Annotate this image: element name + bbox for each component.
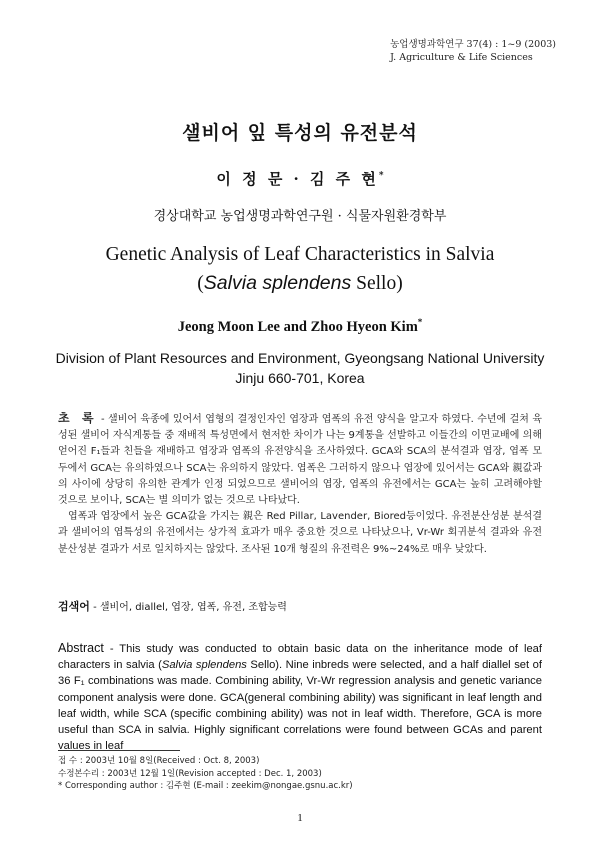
title-species-name: Salvia splendens [203, 272, 352, 294]
corresponding-mark-ko: * [378, 171, 384, 181]
footnotes [58, 755, 542, 793]
footnote-corresponding: * Corresponding author : 김주현 (E-mail : zeekim@nongae.gsnu.ac.kr) [58, 781, 353, 791]
title-english-line1: Genetic Analysis of Leaf Characteristics in Salvia [105, 244, 495, 265]
affiliation-korean: 경상대학교 농업생명과학연구원 · 식물자원환경학부 [153, 209, 447, 224]
abstract-korean-label: 초 록 [58, 411, 98, 425]
footnote-divider [58, 750, 180, 751]
abstract-korean [58, 410, 542, 558]
authors-korean-names: 이 정 문 · 김 주 현 [216, 170, 379, 188]
keywords-text: - 샐비어, diallel, 엽장, 엽폭, 유전, 조합능력 [89, 602, 287, 613]
abstract-english-label: Abstract [58, 641, 104, 655]
title-korean: 샐비어 잎 특성의 유전분석 [182, 122, 418, 144]
affiliation-english-line1: Division of Plant Resources and Environment, Gyeongsang National University [55, 350, 545, 366]
authors-english [0, 317, 600, 336]
footnote-received: 접 수 : 2003년 10월 8일(Received : Oct. 8, 2003) [58, 756, 260, 766]
authors-english-names: Jeong Moon Lee and Zhoo Hyeon Kim [177, 318, 418, 335]
abstract-korean-text-1: - 샐비어 육종에 있어서 엽형의 결정인자인 엽장과 엽폭의 유전 양식을 알고자 하였다. 수년에 걸쳐 육성된 샐비어 자식계통들 중 재배적 특성면에서 현저한 차이가 나는 9계통을 선발하고 이들간의 이면교배에 의해 얻어진 F₁들과 친들을 재배하고 엽장과 엽폭의 유전양식을 조사하였다. GCA와 SCA의 분석결과 엽장, 엽폭 모두에서 GCA는 유의하였으나 SCA는 유의하지 않았다. 엽폭은 그러하지 않으나 엽장에 있어서는 GCA와 親값과의 사이에 상당히 유의한 관계가 인정 되었으므로 샐비어의 엽장, 엽폭의 유전에서는 GCA는 높히 고려해야할 것으로 보이나, SCA는 별 의미가 없는 것으로 나타났다. [58, 414, 542, 507]
abstract-korean-paragraph-1 [58, 410, 542, 509]
abstract-english [58, 640, 542, 754]
journal-citation-ko: 농업생명과학연구 37(4) : 1~9 (2003) [390, 39, 556, 50]
abstract-species-name: Salvia splendens [161, 659, 247, 672]
abstract-english-text-2: Sello). Nine inbreds were selected, and a half diallel set of 36 F₁ combinations was made. Combining ability, Vr-Wr regression analysis and genetic variance component analysis were done. GCA(general combining ability) was significant in leaf length and leaf width, while SCA (specific combining ability) was not in leaf width. Therefore, GCA is more useful than SCA in salvia. Highly significant correlations were found between GCAs and parent values in leaf [58, 659, 542, 753]
title-authority: Sello) [351, 273, 403, 294]
authors-korean [0, 168, 600, 189]
corresponding-mark-en: * [417, 317, 423, 327]
page-number: 1 [297, 812, 303, 824]
journal-citation-en: J. Agriculture & Life Sciences [390, 52, 533, 63]
footnote-revised: 수정본수리 : 2003년 12월 1일(Revision accepted : Dec. 1, 2003) [58, 768, 322, 779]
keywords-korean [58, 598, 542, 614]
title-paren-open: ( [197, 273, 204, 294]
abstract-korean-paragraph-2: 엽폭과 엽장에서 높은 GCA값을 가지는 親은 Red Pillar, Lavender, Biored등이었다. 유전분산성분 분석결과 샐비어의 엽특성의 유전에서는 상가적 효과가 매우 중요한 것으로 나타났으나, Vr-Wr 회귀분석 결과와 유전분산성분 결과가 서로 일치하지는 않았다. 조사된 10개 형질의 유전력은 9%~24%로 매우 낮았다. [58, 511, 542, 555]
affiliation-english-line2: Jinju 660-701, Korea [235, 370, 365, 386]
abstract-english-text-1: - This study was conducted to obtain basic data on the inheritance mode of leaf characters in salvia ( [58, 643, 542, 672]
journal-citation [390, 38, 556, 64]
title-english-line2 [0, 272, 600, 295]
keywords-label: 검색어 [58, 600, 90, 613]
